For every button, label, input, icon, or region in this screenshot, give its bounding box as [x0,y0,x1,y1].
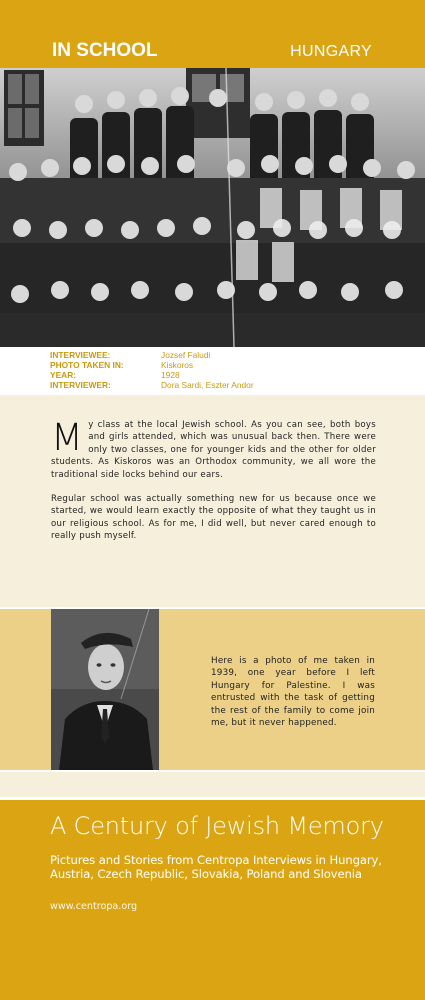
meta-key: PHOTO TAKEN IN: [50,360,124,370]
photo-metadata [0,347,425,395]
meta-key: YEAR: [50,370,77,380]
meta-value: Jozsef Faludi [161,350,211,360]
class-photo [0,68,425,347]
header-bar [0,0,425,68]
portrait-icon [51,609,159,770]
meta-value: Dora Sardi, Eszter Andor [161,380,254,390]
portrait-caption: Here is a photo of me taken in 1939, one year before I left Hungary for Palestine. I was entrusted with the task of getting the rest of the family to come join me, but it never happened. [211,656,375,729]
story-section [0,395,425,607]
section-title: IN SCHOOL [52,40,158,61]
drop-cap: M [51,416,84,459]
story-paragraph-1-text: y class at the local Jewish school. As you can see, both boys and girls attended, which was unusual back then. There were only two classes, one for younger kids and the other for older students. As Kiskoros was an Orthodox community, we all wore the traditional side locks behind our ears. [51,420,376,480]
story-text [51,416,376,543]
footer-headline: A Century of Jewish Memory [50,812,384,840]
class-photo-icon [0,68,425,347]
portrait-photo [51,609,159,770]
meta-key: INTERVIEWEE: [50,350,111,360]
meta-key: INTERVIEWER: [50,380,111,390]
story-paragraph [51,416,376,481]
country-label: HUNGARY [290,43,372,60]
portrait-band [0,609,425,770]
meta-value: Kiskoros [161,360,194,370]
footer [0,800,425,1000]
spacer-band [0,772,425,797]
story-paragraph-2: Regular school was actually something new for us because once we started, we would learn exactly the opposite of what they taught us in our religious school. As for me, I did well, but never cared enough to really push myself. [51,494,376,542]
footer-subtitle: Pictures and Stories from Centropa Interviews in Hungary, Austria, Czech Republic, Slovakia, Poland and Slovenia [50,853,382,881]
footer-url-link[interactable]: www.centropa.org [50,901,138,912]
meta-value: 1928 [161,370,180,380]
